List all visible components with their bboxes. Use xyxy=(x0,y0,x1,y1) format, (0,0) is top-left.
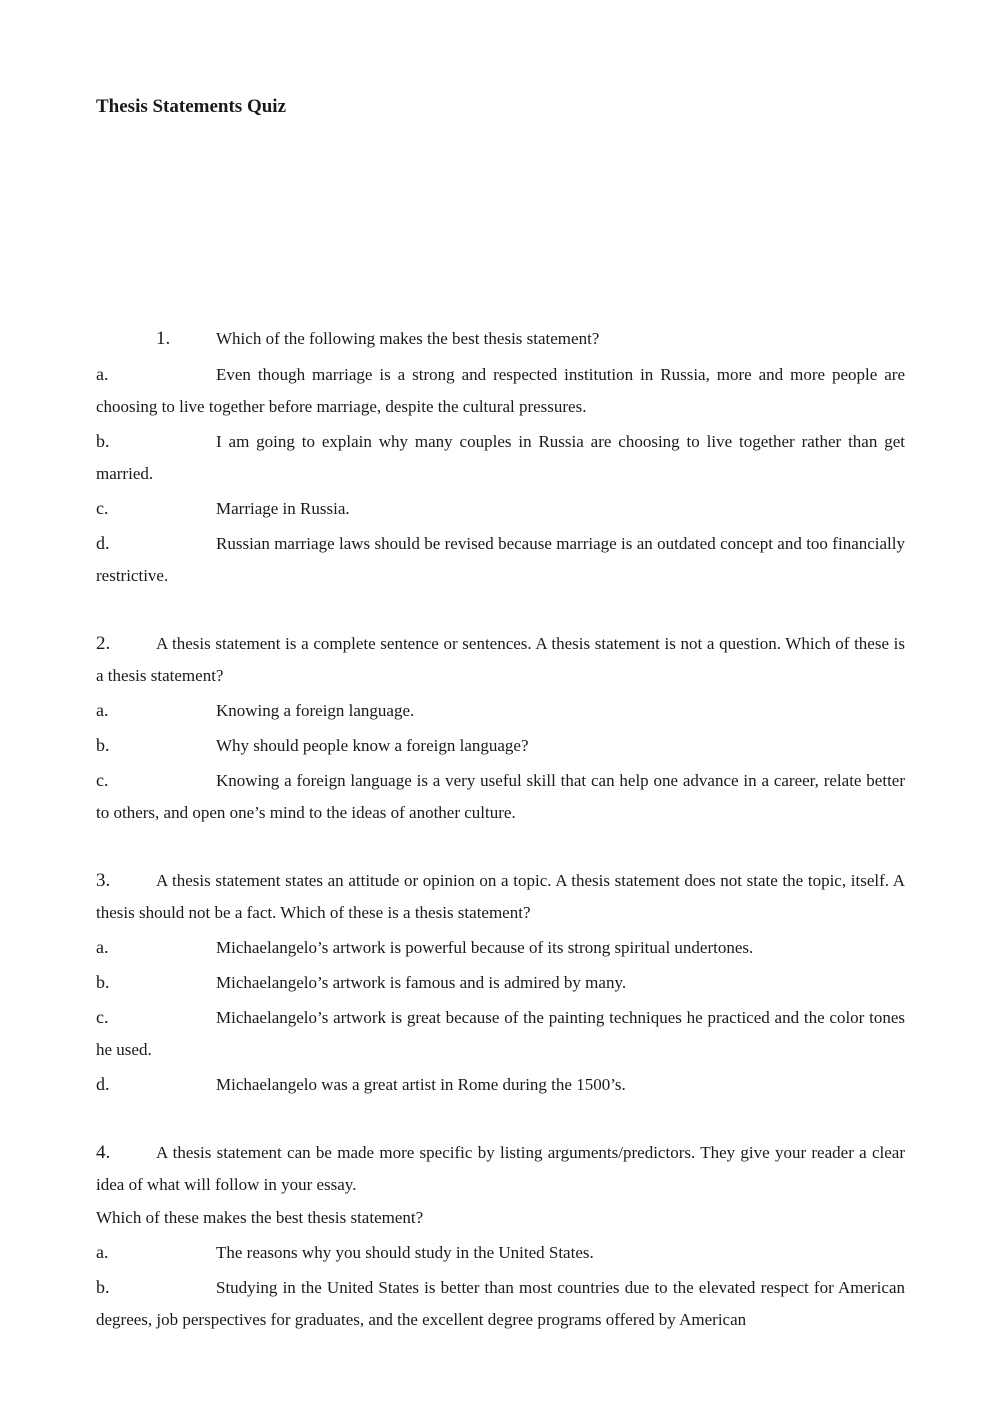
option-letter: a. xyxy=(96,364,109,384)
question-stem xyxy=(96,1137,905,1201)
option-letter: b. xyxy=(96,431,110,451)
option-text: Studying in the United States is better than most countries due to the elevated respect for American degrees, job perspectives for graduates, and the excellent degree programs offered by American xyxy=(96,1278,905,1329)
question-text: A thesis statement can be made more specific by listing arguments/predictors. They give your reader a clear idea of what will follow in your essay. xyxy=(96,1143,905,1194)
spacer xyxy=(96,829,905,863)
option-text: Marriage in Russia. xyxy=(216,499,350,518)
option-letter: c. xyxy=(96,770,109,790)
question-text: Which of the following makes the best thesis statement? xyxy=(216,329,600,348)
question-1 xyxy=(96,322,905,592)
option-text: Knowing a foreign language. xyxy=(216,701,415,720)
option-letter: d. xyxy=(96,533,110,553)
spacer xyxy=(96,1101,905,1135)
answer-option[interactable] xyxy=(96,1271,905,1336)
answer-option[interactable] xyxy=(96,1068,905,1101)
option-text: The reasons why you should study in the United States. xyxy=(216,1243,594,1262)
answer-option[interactable] xyxy=(96,492,905,525)
option-text: Even though marriage is a strong and respected institution in Russia, more and more people are choosing to live together before marriage, despite the cultural pressures. xyxy=(96,365,905,416)
option-text: Michaelangelo was a great artist in Rome during the 1500’s. xyxy=(216,1075,626,1094)
question-number: 3. xyxy=(96,870,111,891)
answer-option[interactable] xyxy=(96,764,905,829)
option-letter: a. xyxy=(96,1242,109,1262)
option-letter: c. xyxy=(96,498,109,518)
option-letter: b. xyxy=(96,1277,110,1297)
question-2 xyxy=(96,628,905,829)
option-letter: d. xyxy=(96,1074,110,1094)
question-number: 2. xyxy=(96,633,111,654)
question-number: 1. xyxy=(156,328,171,349)
spacer xyxy=(96,592,905,626)
question-number: 4. xyxy=(96,1142,111,1163)
option-letter: b. xyxy=(96,972,110,992)
option-letter: a. xyxy=(96,937,109,957)
answer-option[interactable] xyxy=(96,1001,905,1066)
answer-option[interactable] xyxy=(96,425,905,490)
answer-option[interactable] xyxy=(96,1236,905,1269)
question-3 xyxy=(96,865,905,1101)
quiz-content xyxy=(96,322,905,1336)
question-stem xyxy=(96,865,905,929)
option-text: Michaelangelo’s artwork is great because of the painting techniques he practiced and the color tones he used. xyxy=(96,1008,905,1059)
option-letter: c. xyxy=(96,1007,109,1027)
answer-option[interactable] xyxy=(96,729,905,762)
answer-option[interactable] xyxy=(96,966,905,999)
question-stem xyxy=(96,628,905,692)
answer-option[interactable] xyxy=(96,358,905,423)
answer-option[interactable] xyxy=(96,527,905,592)
question-4 xyxy=(96,1137,905,1336)
option-text: Michaelangelo’s artwork is powerful because of its strong spiritual undertones. xyxy=(216,938,754,957)
answer-option[interactable] xyxy=(96,694,905,727)
page-title: Thesis Statements Quiz xyxy=(96,96,286,117)
question-text: A thesis statement is a complete sentence or sentences. A thesis statement is not a question. Which of these is a thesis statement? xyxy=(96,634,905,685)
option-letter: b. xyxy=(96,735,110,755)
option-text: Knowing a foreign language is a very useful skill that can help one advance in a career, relate better to others, and open one’s mind to the ideas of another culture. xyxy=(96,771,905,822)
option-text: Michaelangelo’s artwork is famous and is admired by many. xyxy=(216,973,627,992)
option-text: Why should people know a foreign language? xyxy=(216,736,529,755)
answer-option[interactable] xyxy=(96,931,905,964)
option-letter: a. xyxy=(96,700,109,720)
question-text: A thesis statement states an attitude or opinion on a topic. A thesis statement does not state the topic, itself. A thesis should not be a fact. Which of these is a thesis statement? xyxy=(96,871,905,922)
question-prompt: Which of these makes the best thesis statement? xyxy=(96,1208,424,1227)
question-stem xyxy=(96,322,905,356)
option-text: I am going to explain why many couples in Russia are choosing to live together rather than get married. xyxy=(96,432,905,483)
option-text: Russian marriage laws should be revised because marriage is an outdated concept and too financially restrictive. xyxy=(96,534,905,585)
